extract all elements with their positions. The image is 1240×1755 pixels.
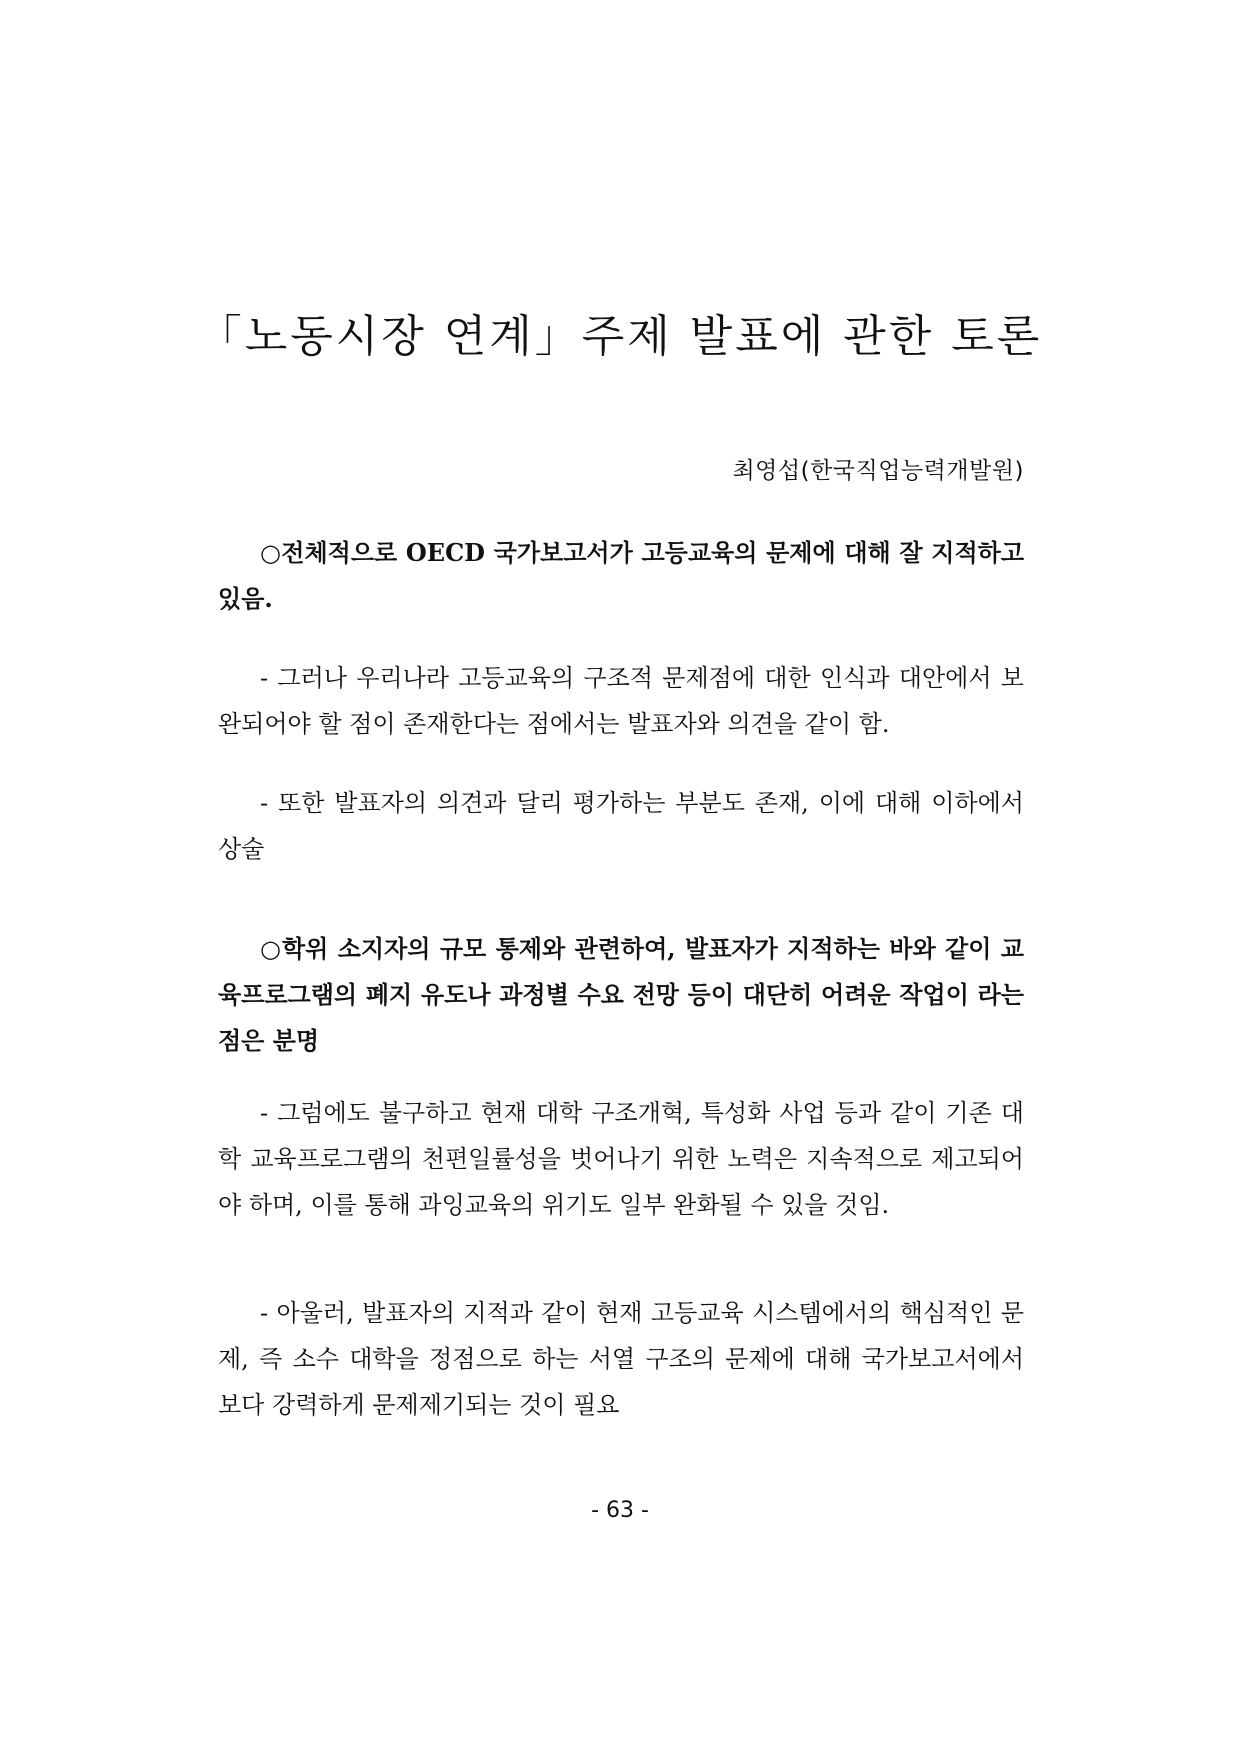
paragraph-sub-point-1: - 그러나 우리나라 고등교육의 구조적 문제점에 대한 인식과 대안에서 보완되어야 할 점이 존재한다는 점에서는 발표자와 의견을 같이 함. — [218, 664, 1024, 738]
paragraph-main-point-1: ○전체적으로 OECD 국가보고서가 고등교육의 문제에 대해 잘 지적하고 있음. — [218, 538, 1024, 613]
paragraph-sub-point-4: - 아울러, 발표자의 지적과 같이 현재 고등교육 시스템에서의 핵심적인 문제, 즉 소수 대학을 정점으로 하는 서열 구조의 문제에 대해 국가보고서에서 보다 강력하게 문제제기되는 것이 필요 — [218, 1299, 1024, 1419]
page-number: - 63 - — [591, 1498, 649, 1523]
document-title: 「노동시장 연계」주제 발표에 관한 토론 — [197, 311, 1043, 362]
author-affiliation: 최영섭(한국직업능력개발원) — [732, 458, 1024, 484]
paragraph-sub-point-2: - 또한 발표자의 의견과 달리 평가하는 부분도 존재, 이에 대해 이하에서 상술 — [218, 789, 1024, 863]
paragraph-sub-point-3: - 그럼에도 불구하고 현재 대학 구조개혁, 특성화 사업 등과 같이 기존 대학 교육프로그램의 천편일률성을 벗어나기 위한 노력은 지속적으로 제고되어야 하며, 이를 통해 과잉교육의 위기도 일부 완화될 수 있을 것임. — [218, 1099, 1024, 1219]
paragraph-main-point-2: ○학위 소지자의 규모 통제와 관련하여, 발표자가 지적하는 바와 같이 교육프로그램의 폐지 유도나 과정별 수요 전망 등이 대단히 어려운 작업이 라는 점은 분명 — [218, 934, 1024, 1055]
